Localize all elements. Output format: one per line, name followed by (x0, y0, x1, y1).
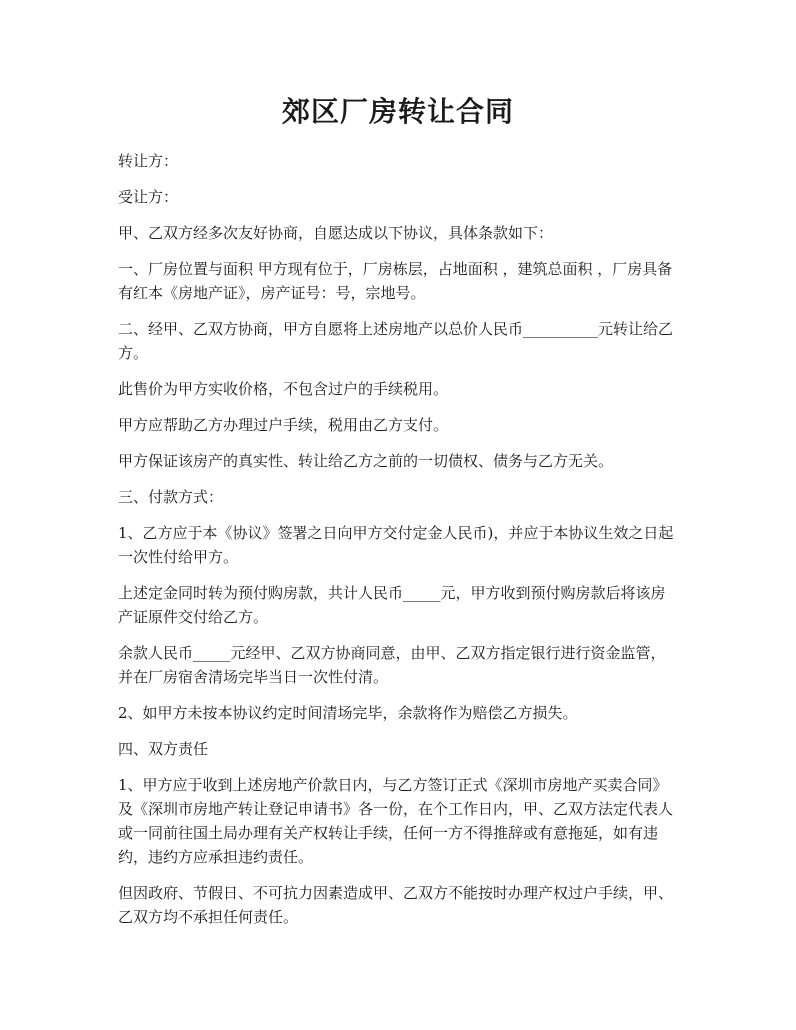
document-title: 郊区厂房转让合同 (281, 95, 514, 128)
paragraph-clause-3-heading: 三、付款方式： (118, 488, 224, 506)
paragraph-force-majeure: 但因政府、节假日、不可抗力因素造成甲、乙双方不能按时办理产权过户手续，甲、乙双方均不承担任何责任。 (118, 884, 674, 926)
paragraph-clause-2: 二、经甲、乙双方协商，甲方自愿将上述房地产以总价人民币__________元转让给乙方。 (118, 320, 674, 362)
paragraph-price-note: 此售价为甲方实收价格，不包含过户的手续税用。 (118, 380, 449, 398)
paragraph-balance: 余款人民币_____元经甲、乙双方协商同意，由甲、乙双方指定银行进行资金监管，并在厂房宿舍清场完毕当日一次性付清。 (118, 644, 666, 686)
paragraph-guarantee: 甲方保证该房产的真实性、转让给乙方之前的一切债权、债务与乙方无关。 (118, 452, 614, 470)
paragraph-intro: 甲、乙双方经多次友好协商，自愿达成以下协议，具体条款如下： (118, 224, 554, 242)
paragraph-clause-4-heading: 四、双方责任 (118, 740, 209, 758)
document-body (118, 149, 680, 941)
paragraph-responsibility-1: 1、甲方应于收到上述房地产价款日内，与乙方签订正式《深圳市房地产买卖合同》及《深圳市房地产转让登记申请书》各一份，在个工作日内，甲、乙双方法定代表人或一同前往国土局办理有关产权转让手续，任何一方不得推辞或有意拖延，如有违约，违约方应承担违约责任。 (118, 776, 674, 866)
paragraph-payment-1: 1、乙方应于本《协议》签署之日向甲方交付定金人民币)，并应于本协议生效之日起一次性付给甲方。 (118, 524, 674, 566)
paragraph-transferee: 受让方： (118, 188, 179, 206)
paragraph-clause-1: 一、厂房位置与面积 甲方现有位于，厂房栋层，占地面积 ，建筑总面积 ，厂房具备有红本《房地产证》，房产证号：号，宗地号。 (118, 260, 673, 302)
paragraph-transfer-help: 甲方应帮助乙方办理过户手续，税用由乙方支付。 (118, 416, 449, 434)
paragraph-prepayment: 上述定金同时转为预付购房款，共计人民币_____元，甲方收到预付购房款后将该房产证原件交付给乙方。 (118, 584, 666, 626)
paragraph-payment-2: 2、如甲方未按本协议约定时间清场完毕，余款将作为赔偿乙方损失。 (118, 704, 578, 722)
paragraph-transferor: 转让方： (118, 152, 179, 170)
